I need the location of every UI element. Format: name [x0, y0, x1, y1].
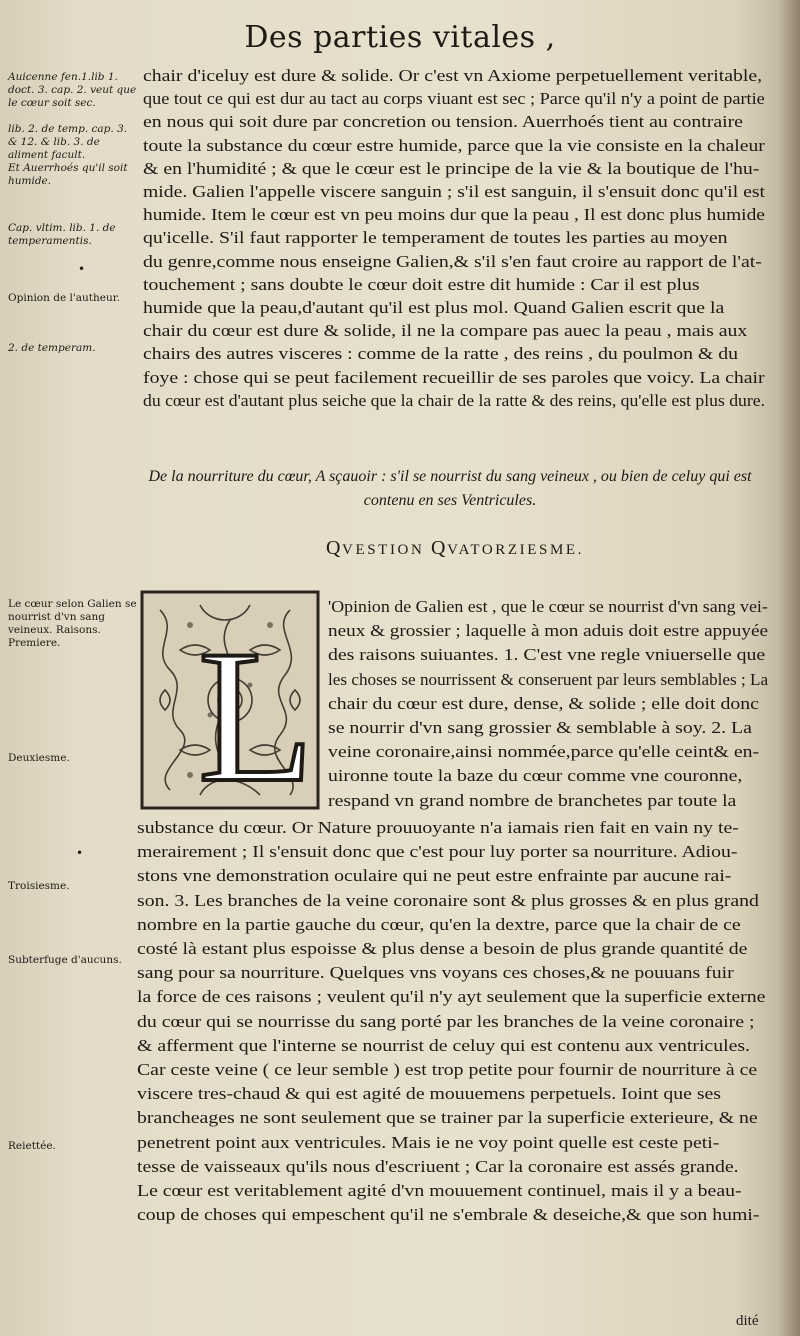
- catchword: dité: [736, 1313, 759, 1329]
- text-line: sang pour sa nourriture. Quelques vns voyans ces choses,& ne pouuans fuir: [137, 963, 734, 983]
- text-line: se nourrir d'vn sang grossier & semblable à soy. 2. La: [328, 718, 752, 737]
- text-line: foye : chose qui se peut facilement recueillir de ses paroles que voicy. La chair: [143, 367, 765, 387]
- text-line: mide. Galien l'appelle viscere sanguin ; s'il est sanguin, il s'ensuit donc qu'il est: [143, 182, 765, 201]
- margin-note: 2. de temperam.: [8, 342, 96, 354]
- dropcap-letter: L: [198, 612, 315, 810]
- margin-note: Opinion de l'autheur.: [8, 292, 120, 304]
- question-heading-initial-2: Q: [431, 537, 448, 559]
- margin-note: Cap. vltim. lib. 1. de temperamentis.: [8, 222, 116, 247]
- margin-note: Reiettée.: [8, 1140, 56, 1152]
- running-head: Des parties vitales ,: [244, 20, 556, 55]
- text-line: brancheages ne sont seulement que se trainer par la superficie exterieure, & ne: [137, 1108, 758, 1128]
- text-line: chairs des autres visceres : comme de la ratte , des reins , du poulmon & du: [143, 344, 738, 364]
- text-line: humide que la peau,d'autant qu'il est plus mol. Quand Galien escrit que la: [143, 298, 725, 317]
- text-line: du cœur qui se nourrisse du sang porté par les branches de la veine coronaire ;: [137, 1011, 755, 1031]
- margin-mark: •: [78, 262, 86, 276]
- text-line: neux & grossier ; laquelle à mon aduis doit estre appuyée: [328, 621, 768, 641]
- text-line: merairement ; Il s'ensuit donc que c'est pour luy porter sa nourriture. Adiou-: [137, 842, 738, 862]
- text-line: uironne toute la baze du cœur comme vne couronne,: [328, 766, 743, 786]
- text-line: Car ceste veine ( ce leur semble ) est trop petite pour fournir de nourriture à ce: [137, 1060, 758, 1079]
- margin-note: Subterfuge d'aucuns.: [8, 954, 122, 966]
- text-line: stons vne demonstration oculaire qui ne peut estre enfrainte par aucune rai-: [137, 866, 732, 886]
- question-heading-word-2: VATORZIESME.: [447, 542, 584, 558]
- margin-note: lib. 2. de temp. cap. 3. & 12. & lib. 3. de aliment facult.: [8, 123, 128, 161]
- text-line: chair du cœur est dure & solide, il ne la compare pas auec la peau , mais aux: [143, 321, 748, 341]
- text-line: les choses se nourrissent & conseruent par leurs semblables ; La: [328, 669, 769, 689]
- question-heading-word-1: VESTION: [342, 542, 425, 558]
- text-line: costé là estant plus espoisse & plus dense a besoin de plus grande quantité de: [137, 939, 748, 958]
- page-gutter-shadow: [778, 0, 800, 1336]
- text-line: substance du cœur. Or Nature prouuoyante n'a iamais rien fait en vain ny te-: [137, 818, 739, 837]
- text-line: toute la substance du cœur estre humide, parce que la vie consiste en la chaleur: [143, 135, 765, 155]
- margin-mark: •: [76, 846, 84, 860]
- text-line: & en l'humidité ; & que le cœur est le principe de la vie & la boutique de l'hu-: [143, 158, 760, 178]
- text-line: viscere tres-chaud & qui est agité de mouuemens perpetuels. Ioint que ses: [137, 1084, 722, 1104]
- text-line: son. 3. Les branches de la veine coronaire sont & plus grosses & en plus grand: [137, 890, 759, 910]
- text-line: nombre en la partie gauche du cœur, qu'en la dextre, parce que la chair de ce: [137, 914, 741, 934]
- section-title-line-1: De la nourriture du cœur, A sçauoir : s'il se nourrist du sang veineux , ou bien de celuy qui est: [148, 468, 752, 485]
- text-line: la force de ces raisons ; veulent qu'il n'y ayt seulement que la superficie externe: [137, 987, 766, 1007]
- text-line: penetrent point aux ventricules. Mais ie ne voy point quelle est ceste peti-: [137, 1132, 720, 1152]
- decorated-initial-l: [140, 590, 320, 810]
- text-line: du genre,comme nous enseigne Galien,& s'il s'en faut croire au rapport de l'at-: [143, 251, 762, 271]
- text-line: touchement ; sans doubte le cœur doit estre dit humide : Car il est plus: [143, 274, 700, 294]
- text-line: du cœur est d'autant plus seiche que la chair de la ratte & des reins, qu'elle est plus dure.: [143, 390, 766, 410]
- text-line: veine coronaire,ainsi nommée,parce qu'elle ceint& en-: [328, 742, 760, 762]
- section-title-line-2: contenu en ses Ventricules.: [363, 492, 537, 509]
- text-line: en nous qui soit dure par concretion ou tension. Auerrhoés tient au contraire: [143, 112, 743, 132]
- margin-note: Troisiesme.: [8, 880, 70, 892]
- margin-note: Le cœur selon Galien se nourrist d'vn sang veineux. Raisons. Premiere.: [8, 598, 137, 649]
- margin-note: Deuxiesme.: [8, 752, 70, 764]
- margin-note: Et Auerrhoés qu'il soit humide.: [8, 162, 128, 187]
- text-line: respand vn grand nombre de branchetes par toute la: [328, 790, 737, 810]
- text-line: tesse de vaisseaux qu'ils nous d'escriuent ; Car la coronaire est assés grande.: [137, 1156, 739, 1176]
- question-heading: [326, 537, 584, 560]
- text-line: humide. Item le cœur est vn peu moins dur que la peau , Il est donc plus humide: [143, 205, 765, 225]
- text-line: Le cœur est veritablement agité d'vn mouuement continuel, mais il y a beau-: [137, 1181, 742, 1200]
- text-line: 'Opinion de Galien est , que le cœur se nourrist d'vn sang vei-: [328, 597, 768, 616]
- text-line: chair d'iceluy est dure & solide. Or c'est vn Axiome perpetuellement veritable,: [143, 66, 763, 85]
- text-line: coup de choses qui empeschent qu'il ne s'embrale & deseiche,& que son humi-: [137, 1205, 760, 1225]
- question-heading-initial-1: Q: [326, 537, 343, 559]
- text-line: des raisons suiuantes. 1. C'est vne regle vniuerselle que: [328, 645, 766, 665]
- text-line: qu'icelle. S'il faut rapporter le temperament de toutes les parties au moyen: [143, 228, 728, 248]
- text-line: & afferment que l'interne se nourrist de celuy qui est contenu aux ventricules.: [137, 1035, 750, 1055]
- text-line: que tout ce qui est dur au tact au corps viuant est sec ; Parce qu'il n'y a point de partie: [143, 89, 765, 109]
- margin-note: Auicenne fen.1.lib 1. doct. 3. cap. 2. veut que le cœur soit sec.: [8, 71, 137, 109]
- text-line: chair du cœur est dure, dense, & solide ; elle doit donc: [328, 693, 759, 713]
